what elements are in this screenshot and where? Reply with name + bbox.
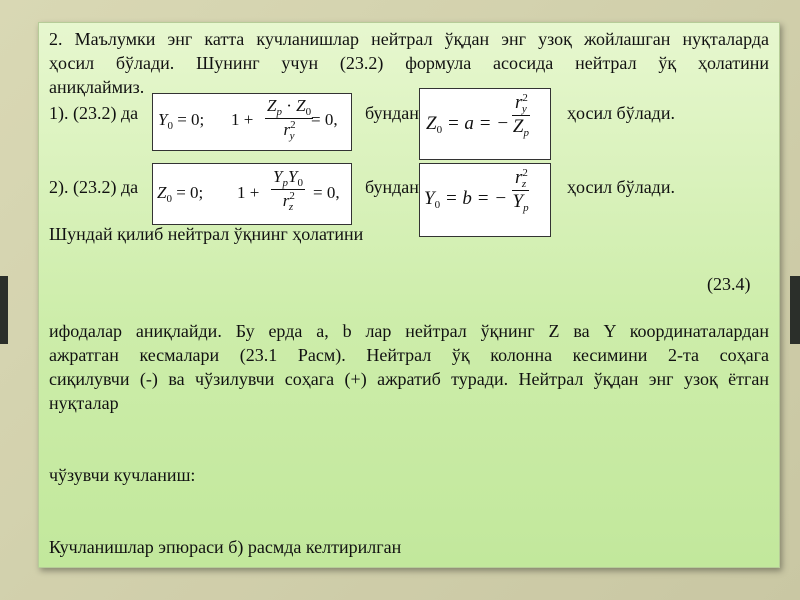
row2-prefix: 2). (23.2) да (49, 177, 139, 197)
f4-eq: = b = − (444, 188, 508, 209)
intro-line-2: ҳосил бўлади. Шунинг учун (23.2) формула асосида нейтрал ўқ ҳолатини (49, 53, 769, 73)
f2-num: r (515, 92, 523, 113)
slide-panel (38, 22, 780, 568)
f3-num-b-sub: 0 (297, 177, 303, 189)
f1-num-a: Z (267, 96, 277, 115)
f2-lhs: Z (426, 113, 437, 134)
explanation-line-3: сиқилувчи (-) ва чўзилувчи соҳага (+) ажратиб туради. Нейтрал ўқдан энг узоқ ётган (49, 369, 769, 389)
f3-lhs: Z (157, 183, 167, 202)
f1-den-sub: y (289, 130, 295, 142)
formula-box-4 (419, 163, 551, 237)
f2-den: Z (512, 116, 524, 137)
f4-den-sub: p (523, 202, 529, 214)
f1-lhs: Y (158, 110, 168, 129)
f3-eq0: = 0; (176, 183, 204, 202)
row1-suffix: ҳосил бўлади. (567, 103, 675, 123)
row2-suffix: ҳосил бўлади. (567, 177, 675, 197)
row1-middle: бундан (365, 103, 419, 123)
tension-label: чўзувчи кучланиш: (49, 465, 196, 485)
explanation-line-4: нуқталар (49, 393, 119, 413)
diagram-caption: Кучланишлар эпюраси б) расмда келтирилган (49, 537, 402, 557)
f1-fraction (265, 96, 313, 142)
formula-box-1 (152, 93, 352, 151)
f4-lhs: Y (424, 188, 435, 209)
f1-rhs: = 0, (311, 110, 338, 129)
f1-eq0: = 0; (177, 110, 205, 129)
f3-den-sup: 2 (289, 190, 295, 202)
f3-num-a: Y (273, 167, 283, 186)
f2-den-sub: p (523, 127, 529, 139)
f4-lhs-sub: 0 (434, 199, 441, 211)
f1-one: 1 + (231, 110, 254, 129)
left-edge-bar (0, 276, 8, 344)
formula-box-2 (419, 88, 551, 160)
f3-lhs-sub: 0 (166, 193, 172, 205)
f4-fraction (512, 167, 529, 214)
explanation-line-1: ифодалар аниқлайди. Бу ерда a, b лар нейтрал ўқнинг Z ва Y координаталардан (49, 321, 769, 341)
f1-den: r (283, 120, 291, 139)
f1-den-sup: 2 (290, 119, 296, 131)
f4-num: r (515, 167, 523, 188)
intro-line-3: аниқлаймиз. (49, 77, 145, 97)
f2-fraction (512, 92, 530, 139)
f1-num-b: Z (296, 96, 306, 115)
f3-num-a-sub: p (282, 177, 288, 189)
explanation-line-2: ажратган кесмалари (23.1 Расм). Нейтрал ўқ колонна кесимини 2-та соҳага (49, 345, 769, 365)
f2-lhs-sub: 0 (436, 124, 443, 136)
f4-num-sub: z (521, 178, 527, 190)
f3-num-b: Y (287, 167, 298, 186)
row2-middle: бундан (365, 177, 419, 197)
f4-num-sup: 2 (522, 167, 528, 179)
f1-num-b-sub: 0 (305, 106, 312, 118)
f1-lhs-sub: 0 (167, 120, 173, 132)
f3-one: 1 + (237, 183, 260, 202)
explanation-paragraph (49, 319, 769, 415)
f2-num-sup: 2 (522, 92, 528, 104)
f2-eq: = a = − (446, 113, 510, 134)
f3-den-sub: z (288, 201, 294, 213)
f3-fraction (271, 167, 305, 213)
f2-num-sub: y (521, 103, 527, 115)
f1-num-a-sub: p (276, 106, 282, 118)
f1-dot: · (286, 96, 292, 115)
f4-den: Y (512, 191, 524, 212)
formula-box-3 (152, 163, 352, 225)
f3-rhs: = 0, (313, 183, 340, 202)
f3-den: r (282, 191, 290, 210)
row1-prefix: 1). (23.2) да (49, 103, 139, 123)
intro-line-1: 2. Маълумки энг катта кучланишлар нейтрал ўқдан энг узоқ жойлашган нуқталарда (49, 29, 769, 49)
equation-number: (23.4) (707, 274, 751, 294)
intro-paragraph (49, 27, 769, 99)
right-edge-bar (790, 276, 800, 344)
neutral-axis-line: Шундай қилиб нейтрал ўқнинг ҳолатини (49, 224, 364, 244)
